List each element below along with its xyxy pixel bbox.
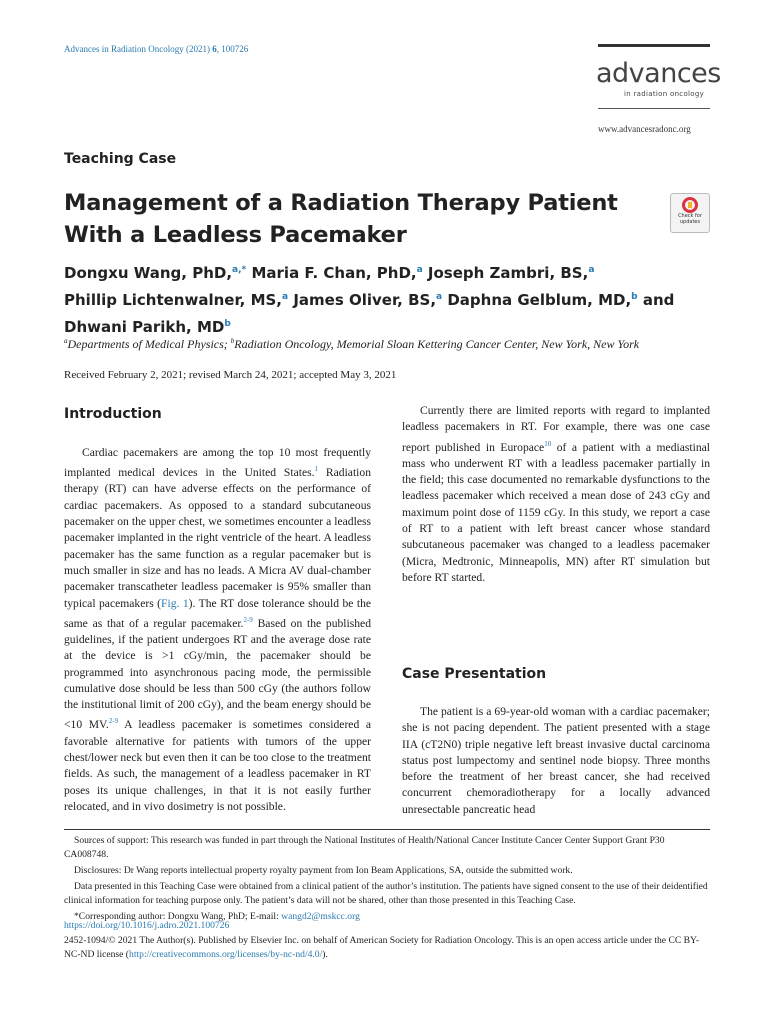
license-statement: 2452-1094/© 2021 The Author(s). Published by Elsevier Inc. on behalf of American Society for Radiation Oncology. This is an open access article under the CC BY-NC-ND license (http://creativecommons.org/licenses/by-nc-nd/4.0/).: [64, 935, 700, 960]
received-dates: Received February 2, 2021; revised March 24, 2021; accepted May 3, 2021: [64, 369, 397, 381]
footnote-data: Data presented in this Teaching Case were obtained from a clinical patient of the author’s institution. The patients have signed consent to the use of their deidentified clinical information for teaching purpose only. The patient’s data will not be shared, other than those presented in this Teaching Case.: [64, 881, 708, 906]
author-list: [64, 258, 724, 339]
author-affiliation-link[interactable]: a: [588, 265, 595, 275]
journal-volume: 6: [212, 44, 217, 54]
author-affiliation-link[interactable]: b: [631, 292, 638, 302]
affiliations: $^a$Departments of Medical Physics; $^b$Radiation Oncology, Memorial Sloan Kettering Cancer Center, New York, New York: [64, 337, 640, 351]
body-column-right-case: [402, 704, 710, 818]
author-affiliation-link[interactable]: a: [416, 265, 423, 275]
journal-website-link[interactable]: www.advancesradonc.org: [598, 124, 691, 134]
footnote-support: Sources of support: This research was funded in part through the National Institutes of Health/National Cancer Institute Cancer Center Support Grant P30 CA008748.: [64, 835, 665, 860]
author: Dongxu Wang, PhD,$^{a,*}$: [64, 264, 247, 282]
journal-logo-subtitle: in radiation oncology: [624, 90, 705, 98]
author-affiliation-link[interactable]: a,*: [232, 265, 247, 275]
footnote-corresponding: *Corresponding author: Dongxu Wang, PhD; E-mail: wangd2@mskcc.org: [74, 911, 360, 922]
author-affiliation-link[interactable]: a: [436, 292, 443, 302]
check-for-updates-badge[interactable]: [670, 193, 710, 233]
author: Phillip Lichtenwalner, MS,$^a$: [64, 291, 289, 309]
logo-top-bar: [598, 44, 710, 47]
reference-link[interactable]: 2-9: [243, 615, 253, 624]
figure-link[interactable]: Fig. 1: [161, 596, 189, 610]
paragraph: Currently there are limited reports with regard to implanted leadless pacemakers in RT. For example, there was one case report published in Europace$^{10}$ of a patient with a mediastinal mass who underwent RT with a leadless pacemaker partially in the field; this case documented no remarkable dysfunctions to the leadless pacemaker which received a mean dose of 243 cGy and maximum point dose of 1159 cGy. In this study, we report a case of RT to a patient with left breast cancer whose standard subcutaneous pacemaker was changed to a leadless pacemaker (Micra, Medtronic, Minneapolis, MN) after RT simulation but before RT started.: [402, 404, 710, 584]
journal-logo-wordmark: advances: [596, 58, 721, 89]
author-affiliation-link[interactable]: a: [282, 292, 289, 302]
author: James Oliver, BS,$^a$: [293, 291, 443, 309]
logo-divider: [598, 108, 710, 109]
author-affiliation-link[interactable]: b: [224, 319, 231, 329]
journal-year: (2021): [185, 44, 210, 54]
author: Dhwani Parikh, $MD^b$: [64, 318, 231, 336]
author-conjunction: and: [642, 291, 675, 309]
footnote-divider: [64, 829, 710, 830]
journal-name: Advances in Radiation Oncology: [64, 44, 184, 54]
body-column-right: [402, 403, 710, 586]
journal-citation[interactable]: [64, 44, 248, 54]
reference-link[interactable]: 1: [314, 465, 319, 474]
reference-link[interactable]: 10: [544, 439, 552, 448]
email-link[interactable]: wangd2@mskcc.org: [281, 911, 360, 922]
author: Maria F. Chan, PhD,$^a$: [251, 264, 423, 282]
paragraph: The patient is a 69-year-old woman with a cardiac pacemaker; she is not pacing dependent. The patient presented with a stage IIA (cT2N0) triple negative left breast invasive ductal carcinoma status post lumpectomy and sentinel node biopsy. Three months before the treatment of her breast cancer, she had received concurrent chemoradiotherapy for a locally advanced unresectable pancreatic head: [402, 705, 710, 816]
article-type: Teaching Case: [64, 151, 177, 167]
crossmark-label: Check for updates: [678, 213, 702, 225]
license-link[interactable]: http://creativecommons.org/licenses/by-nc-nd/4.0/: [129, 949, 323, 960]
author: Daphna Gelblum, MD,$^b$: [447, 291, 638, 309]
body-column-left: [64, 445, 371, 815]
article-title: Management of a Radiation Therapy Patient With a Leadless Pacemaker: [64, 190, 618, 248]
section-heading-case-presentation: Case Presentation: [402, 666, 547, 682]
section-heading-introduction: Introduction: [64, 406, 162, 422]
paragraph: Cardiac pacemakers are among the top 10 most frequently implanted medical devices in the United States.$^1$ Radiation therapy (RT) can have adverse effects on the performance of cardiac pacemakers. As opposed to a standard subcutaneous pacemaker on the upper chest, we sometimes encounter a leadless pacemaker implanted in the right ventricle of the heart. A leadless pacemaker has the same function as a regular pacemaker but is much smaller in size and has no leads. A Micra AV dual-chamber pacemaker transcatheter leadless pacemaker is 95% smaller than typical pacemakers (Fig. 1). The RT dose tolerance should be the same as that of a regular pacemaker.$^{2-9}$ Based on the published guidelines, if the patient undergoes RT and the average dose rate at the device is >1 cGy/min, the pacemaker should be programmed into asynchronous pacing mode, the permissible cumulative dose should be less than 500 cGy (the authors follow the institutional limit of 200 cGy), and the beam energy should be <10 MV.$^{2-9}$ A leadless pacemaker is sometimes considered a favorable alternative for patients with tumors of the upper chest/lower neck but even then it can be too close to the treatment fields. As such, the management of a leadless pacemaker in RT poses its unique challenges, in that it is not easily further relocated, and in vivo dosimetry is not possible.: [64, 446, 372, 813]
journal-article-number: , 100726: [216, 44, 249, 54]
doi-link[interactable]: https://doi.org/10.1016/j.adro.2021.100726: [64, 920, 230, 931]
footnote-disclosures: Disclosures: Dr Wang reports intellectual property royalty payment from Ion Beam Applications, SA, outside the submitted work.: [74, 865, 573, 876]
crossmark-icon: [682, 197, 698, 213]
reference-link[interactable]: 2-9: [108, 717, 119, 726]
footnotes: [64, 834, 710, 926]
author: Joseph Zambri, BS,$^a$: [427, 264, 595, 282]
